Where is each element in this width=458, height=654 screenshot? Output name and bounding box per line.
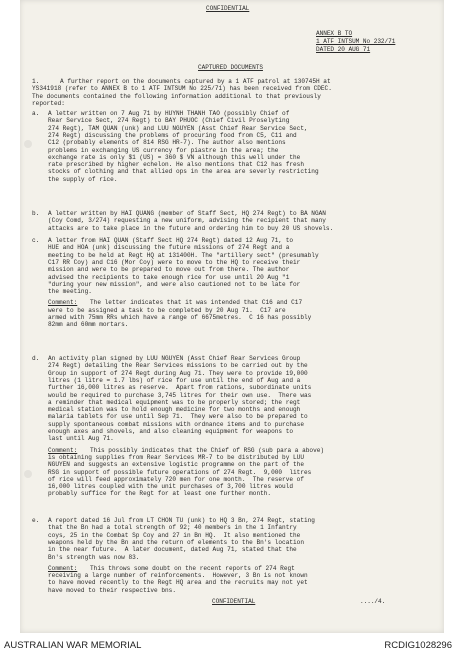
document-title: CAPTURED DOCUMENTS [198,64,263,71]
classification-top: CONFIDENTIAL [206,5,250,12]
comment-line: of rice will feed approximately 720 men for one month. The reserve of [48,475,304,483]
comment-label: Comment: [48,299,78,307]
sub-para-line: A letter from HAI QUAN (Staff Sect HQ 274 Regt) dated 12 Aug 71, to [48,237,294,244]
sub-para-line: enough axes and shovels, and also cleaning equipment for weapons to [48,428,294,435]
sub-para-label: e. [32,517,40,524]
sub-para-line: meeting to be held at Regt HQ at 131400H. The "artillery sect" (presumably [48,251,319,259]
comment-line: 16,000 litres coupled with the unit purchases of 3,700 litres would [48,483,294,491]
sub-para-line: Bn's strength was now 83. [48,553,140,561]
comment-line: receiving a large number of reinforcements. However, 3 Bn is not known [48,572,308,580]
archive-reference: RCDIG1028296 [384,640,452,651]
punch-hole [24,140,32,148]
sub-para-line: HUE and HOA (unk) discussing the future missions of 274 Regt and a [48,244,290,252]
comment-line: armed with 75mm RRs which have a range of 6675metres. C 16 has possibly [48,314,312,321]
sub-para-line: C17 RR Coy) and C16 (Mor Coy) were to move to the HQ to receive their [48,258,301,266]
sub-para-line: A letter written on 7 Aug 71 by HUYNH THANH TAO (possibly Chief of [48,110,290,117]
sub-para-line: problems in exchanging US currency for piastre in the area; the [48,146,279,154]
sub-para-line: rate prescribed by higher echelon. He also mentions that C12 has fresh [48,161,304,169]
sub-para-line: A letter written by HAI QUANG (member of Staff Sect, HQ 274 Regt) to BA NGAN [48,210,326,217]
comment-line: to have moved recently to the Regt HQ area and the recruits may not yet [48,579,308,587]
sub-para-line: the meeting. [48,288,92,296]
sub-para-label: d. [32,355,40,362]
sub-para-label: c. [32,237,40,244]
sub-para-line: attacks are to take place in the future and ordering him to buy 20 US shovels. [48,224,334,232]
sub-para-line: (Coy Comd, 3/274) requesting a new uniform, advising the recipient that many [48,217,326,225]
comment-line: have moved to their respective bns. [48,586,176,594]
comment-line: This possibly indicates that the Chief of RSG (sub para a above) [90,446,325,454]
comment-label: Comment: [48,446,78,454]
sub-para-line: advised the recipients to take enough rice for use until 20 Aug "1 [48,273,290,281]
sub-para-line: coys, 25 in the Combat Sp Coy and 27 in Bn HQ. It also mentioned the [48,531,301,539]
para-1-line: YS341918 (refer to ANNEX B to 1 ATF INTSUM No 225/71) has been received from CDEC. [32,85,332,93]
archive-footer [0,633,458,654]
sub-para-line: malaria tablets for use until Sep 71. They were also to be prepared to [48,413,308,421]
sub-para-line: 274 Regt) detailing the Rear Services missions to be carried out by the [48,362,308,370]
intsum-ref: 1 ATF INTSUM No 232/71 [316,38,396,45]
sub-para-line: would be required to purchase 3,745 litres for their own use. There was [48,391,312,399]
comment-line: is obtaining supplies from Rear Services MR-7 to be distributed by LUU [48,453,304,461]
sub-para-line: further 16,000 litres as reserve. Apart from rations, subordinate units [48,384,312,392]
comment-line: The letter indicates that it was intended that C16 and C17 [90,299,303,307]
continuation-marker: ..../4. [360,598,386,605]
punch-hole [24,470,32,478]
sub-para-label: a. [32,110,40,117]
comment-label: Comment: [48,564,78,572]
comment-line: This throws some doubt on the recent reports of 274 Regt [90,564,295,572]
sub-para-line: mission and were to be prepared to move out from there. The author [48,266,290,274]
comment-line: NGUYEN and suggests an extensive logistic programme on the part of the [48,461,304,469]
sub-para-line: 274 Regt) discussing the problems of procuring food from C5, C11 and [48,131,297,139]
sub-para-line: exchange rate is only $1 (US) = 360 $ VN although this well under the [48,153,301,161]
sub-para-line: stocks of clothing and that allied ops in the area are severly restricting [48,168,319,176]
sub-para-line: 274 Regt), TAM QUAN (unk) and LUU NGUYEN (Asst Chief Rear Service Sect, [48,124,308,132]
sub-para-line: Group in support of 274 Regt during Aug 71. They were to provide 19,000 [48,369,308,377]
document-page [20,0,444,633]
sub-para-line: that the Bn had a total strength of 92; 40 members in the 1 Infantry [48,524,297,532]
sub-para-line: the supply of rice. [48,175,118,183]
sub-para-line: last until Aug 71. [48,435,114,443]
sub-para-line: a reminder that medical equipment was to be properly stored; the regt [48,398,301,406]
classification-bottom: CONFIDENTIAL [212,598,256,605]
sub-para-line: weapons held by the Bn and the return of elements to the Bn's location [48,538,304,546]
comment-line: probably suffice for the Regt for at least one further month. [48,490,272,498]
sub-para-line: Rear Service Sect, 274 Regt) to BAY PHUOC (Chief Civil Proselyting [48,117,290,125]
para-1-line: The documents contained the following information additional to that previously [32,92,321,100]
sub-para-line: litres (1 litre = 1.7 lbs) of rice for use until the end of Aug and a [48,376,301,384]
sub-para-line: C12 (probably elements of 814 RSG HR-7). The author also mentions [48,139,286,147]
dated-ref: DATED 20 AUG 71 [316,46,371,53]
comment-line: RSG in support of possible future operations of 274 Regt. 9,000 litres [48,468,312,476]
sub-para-line: A report dated 16 Jul from LT CHON TU (unk) to HQ 3 Bn, 274 Regt, stating [48,517,315,524]
comment-line: were to be assigned a task to be completed by 20 Aug 71. C17 are [48,306,286,314]
sub-para-line: An activity plan signed by LUU NGUYEN (Asst Chief Rear Services Group [48,355,301,362]
para-1-line: reported: [32,99,65,107]
para-1-line: A further report on the documents captured by a 1 ATF patrol at 130745H at [60,78,331,85]
sub-para-label: b. [32,210,40,217]
sub-para-line: supply spontaneous combat missions with ordnance items and to purchase [48,420,304,428]
annex-ref: ANNEX B TO [316,30,353,37]
para-number: 1. [32,78,40,85]
sub-para-line: "during your new mission", and were also cautioned not to be late for [48,280,301,288]
archive-name: AUSTRALIAN WAR MEMORIAL [4,640,142,651]
sub-para-line: in the near future. A later document, dated Aug 71, stated that the [48,546,297,554]
comment-line: 82mm and 60mm mortars. [48,321,129,329]
sub-para-line: medical station was to hold enough medicine for two months and enough [48,406,301,414]
